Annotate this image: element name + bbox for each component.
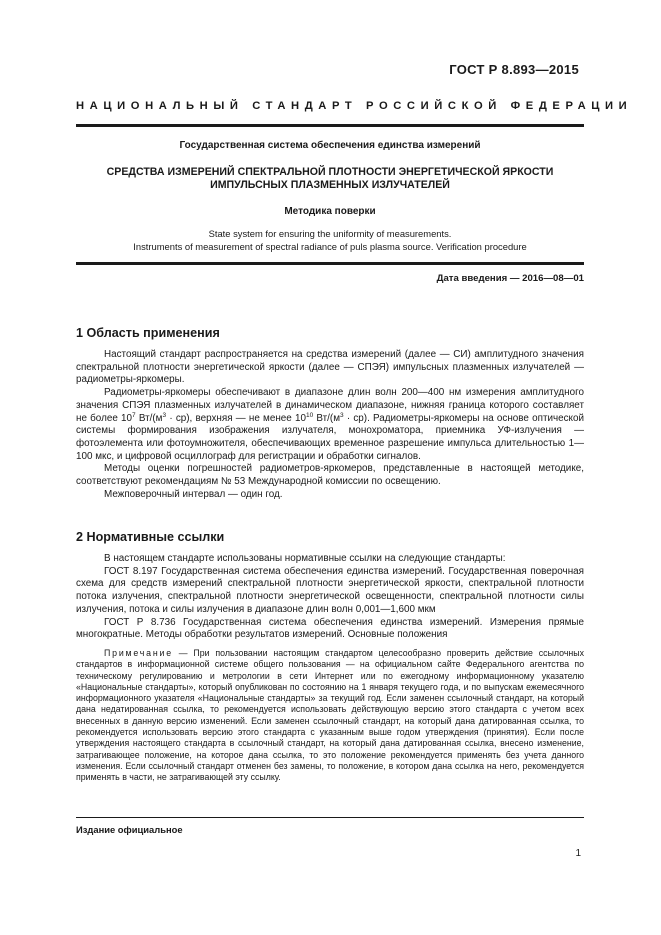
reference-gost-r-8-736: ГОСТ Р 8.736 Государственная система обеспечения единства измерений. Измерения прямые многократные. Методы обработки результатов измерений. Основные положения [76,616,584,641]
official-edition-label: Издание официальное [76,824,183,835]
paragraph: Методы оценки погрешностей радиометров-яркомеров, представленные в настоящей методике, соответствуют рекомендациям № 53 Международной комиссии по освещению. [76,463,584,488]
method-subtitle: Методика поверки [284,206,376,217]
document-title [76,166,584,192]
paragraph: Настоящий стандарт распространяется на средства измерений (далее — СИ) амплитудного значения спектральной плотности энергетической яркости (далее — СПЭЯ) импульсных плазменных излучателей — радиометры-яркомеры. [76,349,584,386]
reference-gost-8-197: ГОСТ 8.197 Государственная система обеспечения единства измерений. Государственная поверочная схема для средств измерений спектральной плотности энергетической яркости, спектральной плотности потока излучения, спектральной плотности энергетической освещенности, спектральной плотности силы излучения, потока и силы излучения в диапазоне длин волн 0,001—1,600 мкм [76,565,584,615]
note-text: — При пользовании настоящим стандартом целесообразно проверить действие ссылочных стандартов в информационной системе общего пользования — на официальном сайте Федерального агентства по техническому регулированию и метрологии в сети Интернет или по ежегодному информационному указателю «Национальные стандарты», который опубликован по состоянию на 1 января текущего года, и по выпускам ежемесячного информационного указателя «Национальные стандарты» за текущий год. Если заменен ссылочный стандарт, на который дана недатированная ссылка, то рекомендуется использовать действующую версию этого стандарта с учетом всех внесенных в данную версию изменений. Если заменен ссылочный стандарт, на который дана датированная ссылка, то рекомендуется использовать версию этого стандарта с указанным выше годом утверждения (принятия). Если после утверждения настоящего стандарта в ссылочный стандарт, на который дана датированная ссылка, внесено изменение, затрагивающее положение, на которое дана ссылка, то это положение рекомендуется применять без учета данного изменения. Если ссылочный стандарт отменен без замены, то положение, в котором дана ссылка на него, рекомендуется применять в части, не затрагивающей эту ссылку. [76,647,584,783]
english-title [76,228,584,253]
bottom-rule [76,262,584,265]
section-heading: 2 Нормативные ссылки [76,530,225,544]
footer-rule [76,817,584,818]
national-standard-banner: НАЦИОНАЛЬНЫЙ СТАНДАРТ РОССИЙСКОЙ ФЕДЕРАЦИИ [76,100,633,112]
section-normative-references [76,530,584,783]
title-line-1: СРЕДСТВА ИЗМЕРЕНИЙ СПЕКТРАЛЬНОЙ ПЛОТНОСТИ ЭНЕРГЕТИЧЕСКОЙ ЯРКОСТИ [106,166,554,178]
top-rule [76,124,584,127]
page-number: 1 [575,848,581,859]
note [76,648,584,784]
note-label: Примечание [104,647,173,658]
paragraph: Радиометры-яркомеры обеспечивают в диапазоне длин волн 200—400 нм измерения амплитудного значения СПЭЯ плазменных излучателей в динамическом диапазоне, нижняя граница которого составляет не более $10^7$ $Вт/(м^3 \cdot ср)$, верхняя — не менее $10^{10}$ $Вт/(м^3 \cdot ср)$. Радиометры-яркомеры на основе оптической системы формирования изображения излучателя, монохроматора, приемника УФ-излучения — фотоэлемента или фотоумножителя, обеспечивающих временное разрешение импульса длительностью 1—100 мкс, и цифровой осциллограф для регистрации и обработки сигналов. [76,387,585,462]
system-subtitle: Государственная система обеспечения единства измерений [179,140,481,151]
paragraph: Межповерочный интервал — один год. [104,488,283,500]
title-line-2: ИМПУЛЬСНЫХ ПЛАЗМЕННЫХ ИЗЛУЧАТЕЛЕЙ [210,179,450,191]
section-scope [76,326,584,501]
section-heading: 1 Область применения [76,326,220,340]
english-title-line-1: State system for ensuring the uniformity of measurements. [208,228,452,239]
paragraph: В настоящем стандарте использованы нормативные ссылки на следующие стандарты: [104,553,506,564]
standard-number: ГОСТ Р 8.893—2015 [449,62,579,77]
introduction-date: Дата введения — 2016—08—01 [436,273,584,284]
english-title-line-2: Instruments of measurement of spectral radiance of puls plasma source. Verification procedure [133,240,527,252]
